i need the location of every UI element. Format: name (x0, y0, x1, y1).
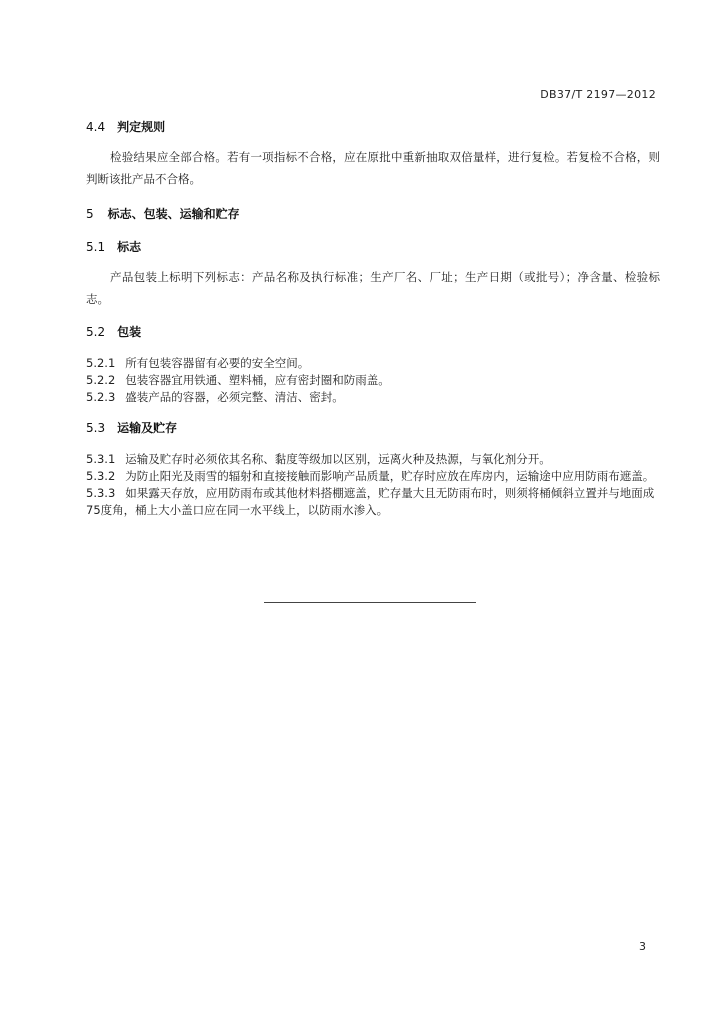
item-text: 运输及贮存时必须依其名称、黏度等级加以区别，远离火种及热源，与氧化剂分开。 (125, 452, 551, 466)
document-body (88, 119, 660, 519)
item-text: 为防止阳光及雨雪的辐射和直接接触而影响产品质量，贮存时应放在库房内，运输途中应用防雨布遮盖。 (125, 469, 655, 483)
section-number: 4.4 (86, 120, 106, 134)
item-text: 盛装产品的容器，必须完整、清洁、密封。 (125, 390, 344, 404)
item-number: 5.3.1 (86, 452, 116, 466)
section-number: 5.1 (86, 240, 106, 254)
section-number: 5.3 (86, 421, 106, 435)
section-5-heading (86, 206, 660, 223)
section-4-4-paragraph: 检验结果应全部合格。若有一项指标不合格，应在原批中重新抽取双倍量样，进行复检。若复检不合格，则判断该批产品不合格。 (86, 150, 660, 186)
item-text: 所有包装容器留有必要的安全空间。 (125, 356, 310, 370)
item-text: 包装容器宜用铁通、塑料桶，应有密封圈和防雨盖。 (125, 373, 390, 387)
section-title: 标志 (117, 240, 142, 254)
section-5-2-heading (86, 324, 660, 341)
standard-code: DB37/T 2197—2012 (540, 88, 656, 101)
list-item (86, 451, 660, 468)
page-number: 3 (639, 940, 646, 953)
item-number: 5.2.1 (86, 356, 116, 370)
list-item (86, 485, 660, 519)
end-divider (264, 602, 476, 603)
item-number: 5.2.3 (86, 390, 116, 404)
section-5-3-heading (86, 420, 660, 437)
section-5-1-heading (86, 239, 660, 256)
section-4-4-heading (86, 119, 660, 136)
section-title: 判定规则 (117, 120, 166, 134)
item-number: 5.3.2 (86, 469, 116, 483)
list-item (86, 468, 660, 485)
section-number: 5 (86, 207, 94, 221)
item-number: 5.2.2 (86, 373, 116, 387)
section-title: 运输及贮存 (117, 421, 178, 435)
section-title: 包装 (117, 325, 142, 339)
section-number: 5.2 (86, 325, 106, 339)
item-number: 5.3.3 (86, 486, 116, 500)
list-item (86, 372, 660, 389)
section-5-1-paragraph: 产品包装上标明下列标志：产品名称及执行标准；生产厂名、厂址；生产日期（或批号）；净含量、检验标志。 (86, 270, 660, 306)
list-item (86, 355, 660, 372)
list-item (86, 389, 660, 406)
section-title: 标志、包装、运输和贮存 (107, 207, 240, 221)
item-text: 如果露天存放，应用防雨布或其他材料搭棚遮盖，贮存量大且无防雨布时，则须将桶倾斜立置并与地面成75度角，桶上大小盖口应在同一水平线上，以防雨水渗入。 (86, 486, 655, 517)
